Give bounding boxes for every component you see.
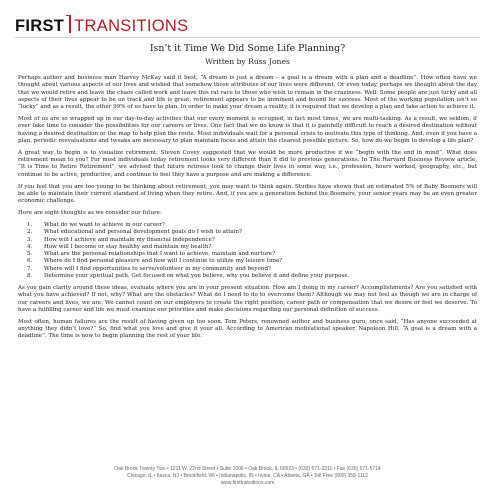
logo <box>15 10 188 34</box>
paragraph: Perhaps author and business man Harvey McKay said it best, “A dream is just a dream – a goal is a dream with a plan and a deadline”. How often have we thought about various aspects of our lives and wished that somehow those attributes of our lives were different. Or even today, perhaps we thought about the day that we would retire and leave the chaos called work and leave this rat race to those who wish to remain in the craziness. Well. Some people are just lucky and all aspects of their lives appear to be on track and life is great; retirement appears to be imminent and bound for success. Most of the working population isn’t so “lucky” and as a result, the other 99% of us have to plan. In order to make your dream a reality, it is required that we develop a plan and take action to achieve it. <box>18 75 477 110</box>
author-byline: Written by Russ Jones <box>205 57 290 66</box>
paragraph: A great way to begin is to visualize retirement. Steven Covey suggested that we would be more productive if we “begin with the end in mind”. What does retirement mean to you? For most individuals today retirement looks very different than it did to previous generations. In The Harvard Business Review article, “It is Time to Retire Retirement”, we advised that future retirees look to change their lives in some way, i.e., profession, hours worked, geography, etc., but continue to be active, productive, and continue to feel they have a purpose and are making a difference. <box>18 149 477 178</box>
list-item: 2. What educational and personal development goals do I wish to attain? <box>34 229 477 236</box>
footer <box>0 466 495 486</box>
paragraph: If you feel that you are too young to be thinking about retirement, you may want to think again. Studies have shown that an estimated 5% of Baby Boomers will be able to maintain their current standard of living when they retire. And, if you are a generation behind the Boomers, your senior years may be an even greater economic challenge. <box>18 183 477 205</box>
paragraph: As you gain clarity around these ideas, evaluate where you are in your present situation. How am I doing in my career? Accomplishments? Are you satisfied with what you have achieved? If not, why? What are the obstacles? What do I need to do to overcome them? Although we may not feel as though we are in charge of our careers and lives, we are. We cannot count on our employers to create the right position, career path or compensation that we desire or feel we deserve. To have a fulfilling career and life we must examine our priorities and make decisions regarding our personal definition of success. <box>18 285 477 313</box>
logo-flag-icon <box>66 12 73 34</box>
list-item: 7. Where will I find opportunities to serve/volunteer in my community and beyond? <box>34 266 477 273</box>
list-item: 8. Determine your spiritual path. Get focused on what you believe, why you believe it and define your purpose. <box>34 273 477 280</box>
list-item: 6. Where do I find personal pleasure and how will I continue to utilize my leisure time? <box>34 258 477 265</box>
footer-website-link[interactable]: www.firsttransitions.com <box>220 479 275 486</box>
page-title: Isn’t it Time We Did Some Life Planning? <box>149 43 346 54</box>
paragraph: Most often, human failures are the result of having given up too soon. Tom Peters, renowned author and business guru, once said, “Has anyone succeeded at anything they didn’t love?” So, find what you love and give it your all. According to American motivational speaker, Napoleon Hill, “A goal is a dream with a deadline”. The time is now to begin planning the rest of your life. <box>18 318 477 340</box>
list-item: 1. What do we want to achieve in our career? <box>34 222 477 229</box>
list-item: 3. How will I achieve and maintain my financial independence? <box>34 237 477 244</box>
footer-address: Oak Brook Twenty Two • 1211 W. 22nd Street • Suite 1006 • Oak Brook, IL 60523 • (630) 571-3311 • Fax (630) 571-5714 <box>114 466 381 472</box>
paragraph: Here are eight thoughts as we consider our future: <box>18 210 162 217</box>
logo-transitions: TRANSITIONS <box>74 16 189 35</box>
paragraph: Most of us are so wrapped up in our day-to-day activities that our every moment is occupied, in fact most times, we are multi-tasking. As a result, we seldom, if ever take time to consider the possibilities for our careers or lives. One fact that we do know is that it is painfully difficult to reach a desired destination without having a desired destination or the map to help plan the route. Most individuals wait for a personal crisis to motivate this type of thinking. And, even if you have a plan, periodic reevaluations and tweaks are necessary to plan maintain focus and attain the clearest possible picture. So, how do we begin to develop a life plan? <box>18 116 477 144</box>
thoughts-list <box>18 222 477 280</box>
header-divider <box>15 37 480 38</box>
logo-first: FIRST <box>15 16 65 35</box>
footer-locations: Chicago, IL • Itasca, NJ • Brookfield, WI • Indianapolis, IN • Irvine, CA • Atlanta, GA • Toll Free (800) 358-1112 <box>127 472 368 479</box>
list-item: 4. How will I become or stay healthy and maintain my health? <box>34 244 477 251</box>
list-item: 5. What are the personal relationships that I want to achieve, maintain and nurture? <box>34 251 477 258</box>
article-body <box>18 75 477 345</box>
